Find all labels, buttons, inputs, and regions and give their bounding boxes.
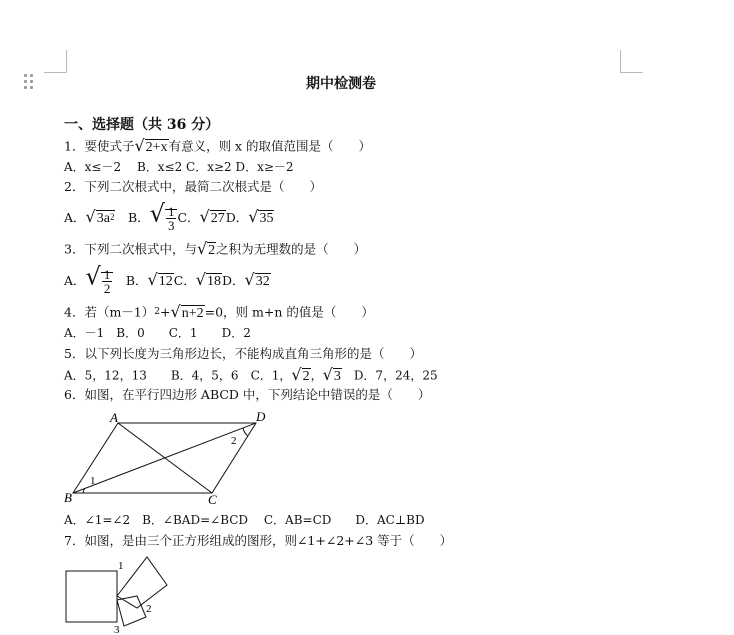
label-angle-1-squares: 1 [118,560,124,572]
question-2: 2．下列二次根式中，最简二次根式是（ ） [64,179,322,194]
question-6: 6．如图，在平行四边形 ABCD 中，下列结论中错误的是（ ） [64,387,431,402]
section-heading: 一、选择题（共 36 分） [64,117,220,133]
question-1: 1．要使式子√2+x有意义，则 x 的取值范围是（ ） [64,136,372,155]
page-title: 期中检测卷 [306,76,376,92]
question-4: 4．若$(m-1)^2+√n+2=0$，则 m+n 的值是（ ） [64,302,374,321]
question-6-options: A．∠1=∠2 B．∠BAD=∠BCD C．AB=CD D．AC⊥BD [64,513,425,527]
tilted-square-right [117,557,167,608]
label-c: C [208,492,217,507]
label-angle-2: 2 [231,435,237,447]
question-1-options: A．x≤－2 B．x≤2 C．x≥2 D．x≥－2 [64,160,294,174]
question-4-options: A．－1 B．0 C．1 D．2 [64,326,251,340]
label-angle-2-squares: 2 [146,603,152,615]
question-5: 5．以下列长度为三角形边长，不能构成直角三角形的是（ ） [64,346,422,361]
label-angle-1: 1 [90,475,96,487]
label-d: D [256,409,266,424]
label-a: A [110,410,118,425]
label-angle-3-squares: 3 [114,624,120,635]
question-5-options: A．5，12，13 B．4，5，6 C．1，√2，√3 D．7，24，25 [64,365,438,384]
question-3: 3．下列二次根式中，与√2之积为无理数的是（ ） [64,239,367,258]
small-square [117,596,146,626]
label-b: B [64,490,72,505]
question-7: 7．如图，是由三个正方形组成的图形，则∠1+∠2+∠3 等于（ ） [64,533,453,548]
large-square [66,571,117,622]
question-2-options: A． $√3a^2$ B． √ $\frac{1}{3}$ C． √27 D． √35 [64,199,274,233]
question-3-options: A． √ $\frac{1}{2}$ B． √12 C． √18 D． √32 [64,262,270,296]
sqrt-expression: √2+x [134,136,168,155]
